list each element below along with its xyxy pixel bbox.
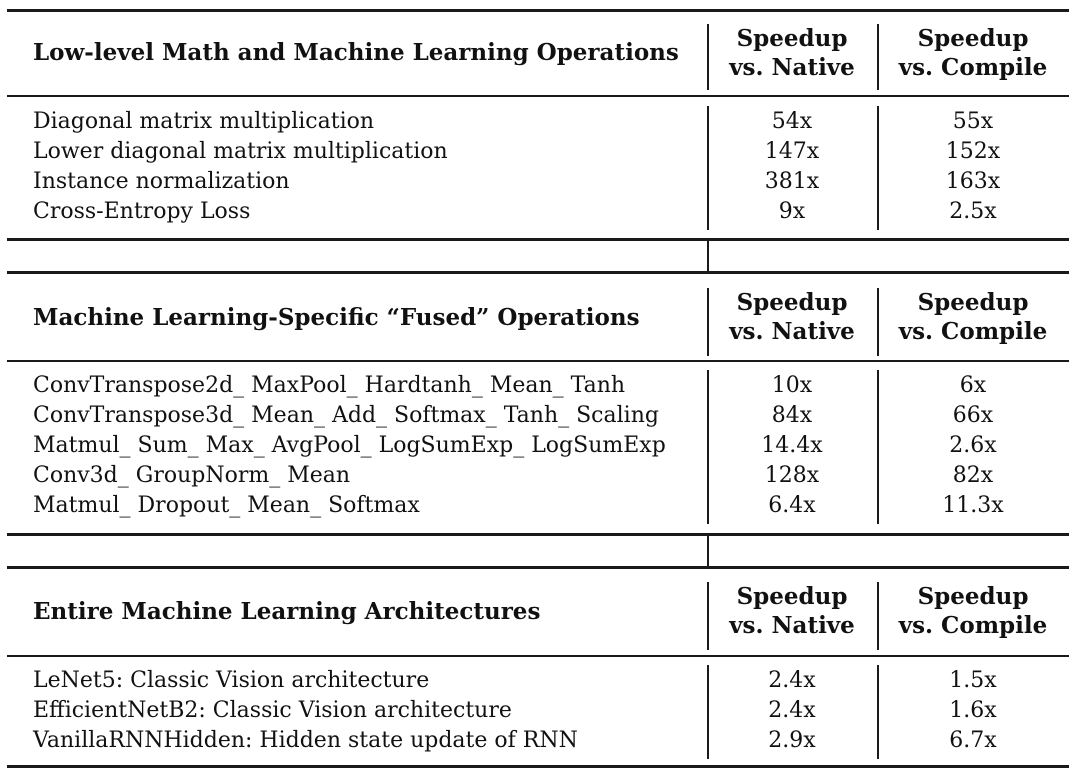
- compile-speedup: 152x: [945, 139, 1001, 164]
- column-divider: [707, 24, 709, 90]
- column-header-line: vs. Native: [729, 318, 855, 345]
- native-speedup: 54x: [771, 109, 813, 134]
- row-label: Matmul_ Dropout_ Mean_ Softmax: [33, 493, 420, 518]
- section-title: Machine Learning-Specific “Fused” Operations: [33, 304, 640, 331]
- native-speedup: 2.9x: [768, 728, 816, 753]
- table-row: [0, 167, 1080, 197]
- section-rule: [7, 533, 1069, 536]
- header-rule: [7, 360, 1069, 362]
- section-rule: [7, 271, 1069, 274]
- column-header-line: vs. Native: [729, 54, 855, 81]
- table-row: [0, 461, 1080, 491]
- row-label: Conv3d_ GroupNorm_ Mean: [33, 463, 351, 488]
- row-label: Matmul_ Sum_ Max_ AvgPool_ LogSumExp_ LogSumExp: [33, 433, 666, 458]
- column-header-line: Speedup: [736, 583, 848, 610]
- compile-speedup: 6x: [959, 373, 987, 398]
- compile-speedup: 163x: [945, 169, 1001, 194]
- native-speedup: 84x: [771, 403, 813, 428]
- column-header-line: Speedup: [917, 583, 1029, 610]
- column-header-compile: [883, 288, 1063, 346]
- compile-speedup: 1.5x: [949, 668, 997, 693]
- native-speedup: 9x: [778, 199, 806, 224]
- column-divider: [877, 288, 879, 356]
- table-row: [0, 137, 1080, 167]
- native-speedup: 14.4x: [761, 433, 823, 458]
- section-rule: [7, 238, 1069, 241]
- compile-speedup: 66x: [952, 403, 994, 428]
- column-header-native: [702, 582, 882, 640]
- compile-speedup: 2.6x: [949, 433, 997, 458]
- column-divider: [707, 582, 709, 650]
- native-speedup: 10x: [771, 373, 813, 398]
- section-rows: [0, 666, 1080, 756]
- section-rows: [0, 371, 1080, 521]
- column-header-line: vs. Native: [729, 612, 855, 639]
- row-label: VanillaRNNHidden: Hidden state update of RNN: [33, 728, 578, 753]
- table-row: [0, 371, 1080, 401]
- section-rows: [0, 107, 1080, 227]
- row-label: Lower diagonal matrix multiplication: [33, 139, 448, 164]
- native-speedup: 2.4x: [768, 698, 816, 723]
- column-header-native: [702, 24, 882, 82]
- row-label: EfficientNetB2: Classic Vision architecture: [33, 698, 512, 723]
- row-label: Instance normalization: [33, 169, 290, 194]
- table-row: [0, 491, 1080, 521]
- column-divider: [877, 582, 879, 650]
- table-row: [0, 431, 1080, 461]
- column-header-line: vs. Compile: [898, 612, 1048, 639]
- compile-speedup: 2.5x: [949, 199, 997, 224]
- column-header-compile: [883, 582, 1063, 640]
- compile-speedup: 82x: [952, 463, 994, 488]
- column-header-line: Speedup: [917, 25, 1029, 52]
- column-header-line: vs. Compile: [898, 54, 1048, 81]
- column-header-line: Speedup: [736, 289, 848, 316]
- native-speedup: 381x: [764, 169, 820, 194]
- row-label: Diagonal matrix multiplication: [33, 109, 375, 134]
- section-title: Low-level Math and Machine Learning Operations: [33, 39, 679, 66]
- top-rule: [7, 9, 1069, 12]
- header-rule: [7, 95, 1069, 97]
- column-header-compile: [883, 24, 1063, 82]
- section-title: Entire Machine Learning Architectures: [33, 598, 541, 625]
- column-divider: [707, 536, 709, 566]
- header-rule: [7, 655, 1069, 657]
- row-label: Cross-Entropy Loss: [33, 199, 251, 224]
- table-row: [0, 696, 1080, 726]
- compile-speedup: 6.7x: [949, 728, 997, 753]
- table-row: [0, 107, 1080, 137]
- table-row: [0, 726, 1080, 756]
- column-divider: [877, 24, 879, 90]
- row-label: ConvTranspose3d_ Mean_ Add_ Softmax_ Tanh_ Scaling: [33, 403, 659, 428]
- native-speedup: 128x: [764, 463, 820, 488]
- section-rule: [7, 566, 1069, 569]
- native-speedup: 147x: [764, 139, 820, 164]
- compile-speedup: 1.6x: [949, 698, 997, 723]
- column-header-line: vs. Compile: [898, 318, 1048, 345]
- row-label: LeNet5: Classic Vision architecture: [33, 668, 430, 693]
- compile-speedup: 55x: [952, 109, 994, 134]
- compile-speedup: 11.3x: [942, 493, 1004, 518]
- column-header-line: Speedup: [736, 25, 848, 52]
- bottom-rule: [7, 765, 1069, 768]
- column-divider: [707, 288, 709, 356]
- table-row: [0, 666, 1080, 696]
- column-divider: [707, 241, 709, 271]
- native-speedup: 2.4x: [768, 668, 816, 693]
- table-row: [0, 401, 1080, 431]
- native-speedup: 6.4x: [768, 493, 816, 518]
- row-label: ConvTranspose2d_ MaxPool_ Hardtanh_ Mean_ Tanh: [33, 373, 626, 398]
- table-row: [0, 197, 1080, 227]
- column-header-native: [702, 288, 882, 346]
- column-header-line: Speedup: [917, 289, 1029, 316]
